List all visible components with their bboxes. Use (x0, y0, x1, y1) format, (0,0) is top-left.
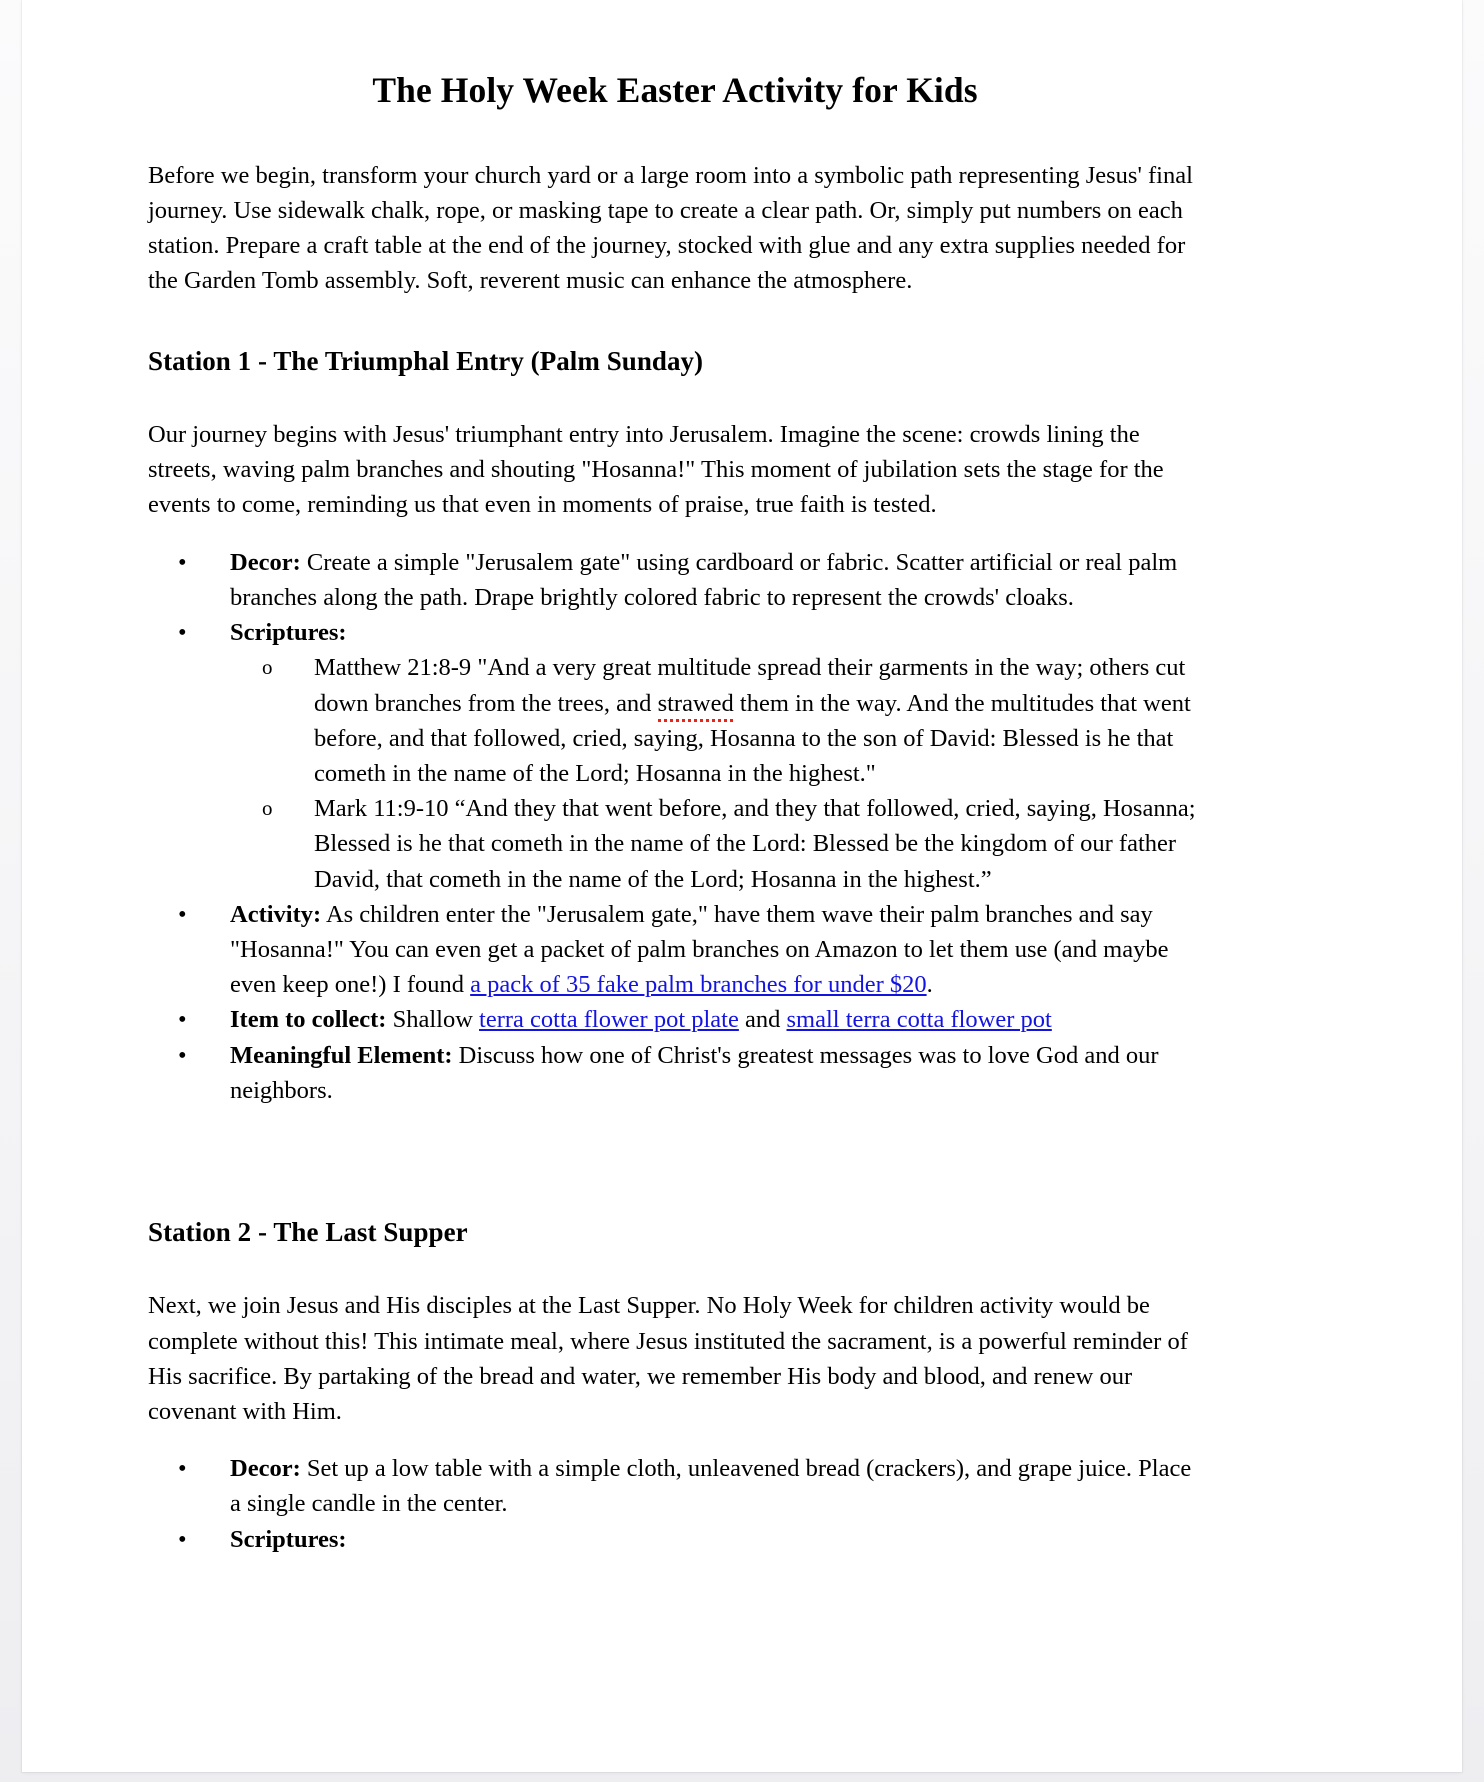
list-item-decor (148, 545, 1202, 615)
bullet-icon: • (178, 1041, 187, 1069)
page-title: The Holy Week Easter Activity for Kids (372, 70, 978, 110)
scriptures-label: Scriptures: (230, 1525, 347, 1553)
list-item-scriptures (148, 1522, 1202, 1557)
bullet-icon: • (178, 548, 187, 576)
spacer (148, 1429, 1202, 1451)
bullet-icon: • (178, 1006, 187, 1034)
matthew-text-before: "And a very great multitude spread their garments in the way; others cut down branches from the trees, and (314, 654, 1186, 717)
item-to-collect-text-between: and (738, 1006, 787, 1034)
bullet-icon: • (178, 900, 187, 928)
decor-label: Decor: (230, 548, 301, 576)
item-to-collect-text-before: Shallow (386, 1006, 480, 1034)
sub-bullet-icon: o (262, 655, 273, 680)
intro-paragraph: Before we begin, transform your church yard or a large room into a symbolic path representing Jesus' final journey. Use sidewalk chalk, rope, or masking tape to create a clear path. Or, simply put numbers on each station. Prepare a craft table at the end of the journey, stocked with glue and any extra supplies needed for the Garden Tomb assembly. Soft, reverent music can enhance the atmosphere. (148, 161, 1193, 295)
decor-label: Decor: (230, 1455, 301, 1483)
mark-reference: Mark 11:9-10 (314, 795, 455, 823)
station-2-list (148, 1451, 1202, 1557)
spellcheck-misspelled-word[interactable]: strawed (658, 686, 734, 721)
activity-text-before: As children enter the "Jerusalem gate," have them wave their palm branches and say "Hosanna!" You can even get a packet of palm branches on Amazon to let them use (and maybe even keep one!) I found (230, 900, 1169, 999)
spacer (148, 299, 1202, 345)
station-2-paragraph: Next, we join Jesus and His disciples at the Last Supper. No Holy Week for children activity would be complete without this! This intimate meal, where Jesus instituted the sacrament, is a powerful reminder of His sacrifice. By partaking of the bread and water, we remember His body and blood, and renew our covenant with Him. (148, 1292, 1188, 1425)
spacer (148, 1248, 1202, 1288)
scriptures-sublist (230, 650, 1202, 896)
matthew-text-after: them in the way. And the multitudes that went before, and that followed, cried, saying, Hosanna to the son of David: Blessed is he that cometh in the name of the Lord; Hosanna in the highest." (314, 689, 1191, 787)
list-item-decor (148, 1451, 1202, 1521)
item-to-collect-label: Item to collect: (230, 1006, 387, 1034)
meaningful-element-text: Discuss how one of Christ's greatest messages was to love God and our neighbors. (230, 1041, 1159, 1104)
spacer (148, 1108, 1202, 1216)
spacer (148, 523, 1202, 545)
bullet-icon: • (178, 619, 187, 647)
list-item-meaningful-element (148, 1038, 1202, 1108)
list-item-scripture-mark (230, 791, 1202, 897)
decor-text: Set up a low table with a simple cloth, unleavened bread (crackers), and grape juice. Place a single candle in the center. (230, 1455, 1192, 1518)
flower-pot-link[interactable]: small terra cotta flower pot (786, 1006, 1052, 1034)
matthew-reference: Matthew 21:8-9 (314, 654, 478, 682)
list-item-item-to-collect (148, 1002, 1202, 1037)
station-2-heading: Station 2 - The Last Supper (148, 1216, 468, 1247)
flower-pot-plate-link[interactable]: terra cotta flower pot plate (479, 1006, 739, 1034)
list-item-scripture-matthew (230, 650, 1202, 791)
station-1-paragraph: Our journey begins with Jesus' triumphant entry into Jerusalem. Imagine the scene: crowds lining the streets, waving palm branches and shouting "Hosanna!" This moment of jubilation sets the stage for the events to come, reminding us that even in moments of praise, true faith is tested. (148, 421, 1164, 519)
spacer (148, 377, 1202, 417)
list-item-activity (148, 897, 1202, 1003)
palm-branches-link[interactable]: a pack of 35 fake palm branches for under $20 (470, 971, 927, 999)
document-page (22, 0, 1462, 1772)
mark-text: “And they that went before, and they that followed, cried, saying, Hosanna; Blessed is he that cometh in the name of the Lord: Blessed be the kingdom of our father David, that cometh in the name of the Lord; Hosanna in the highest.” (314, 795, 1196, 893)
meaningful-element-label: Meaningful Element: (230, 1041, 453, 1069)
list-item-scriptures (148, 615, 1202, 897)
document-body (148, 70, 1202, 1557)
station-1-heading: Station 1 - The Triumphal Entry (Palm Sunday) (148, 345, 704, 376)
bullet-icon: • (178, 1455, 187, 1483)
bullet-icon: • (178, 1525, 187, 1553)
scriptures-label: Scriptures: (230, 619, 347, 647)
station-1-list (148, 545, 1202, 1108)
activity-label: Activity: (230, 900, 322, 928)
decor-text: Create a simple "Jerusalem gate" using cardboard or fabric. Scatter artificial or real palm branches along the path. Drape brightly colored fabric to represent the crowds' cloaks. (230, 548, 1178, 611)
sub-bullet-icon: o (262, 796, 273, 821)
activity-text-after: . (926, 971, 933, 999)
